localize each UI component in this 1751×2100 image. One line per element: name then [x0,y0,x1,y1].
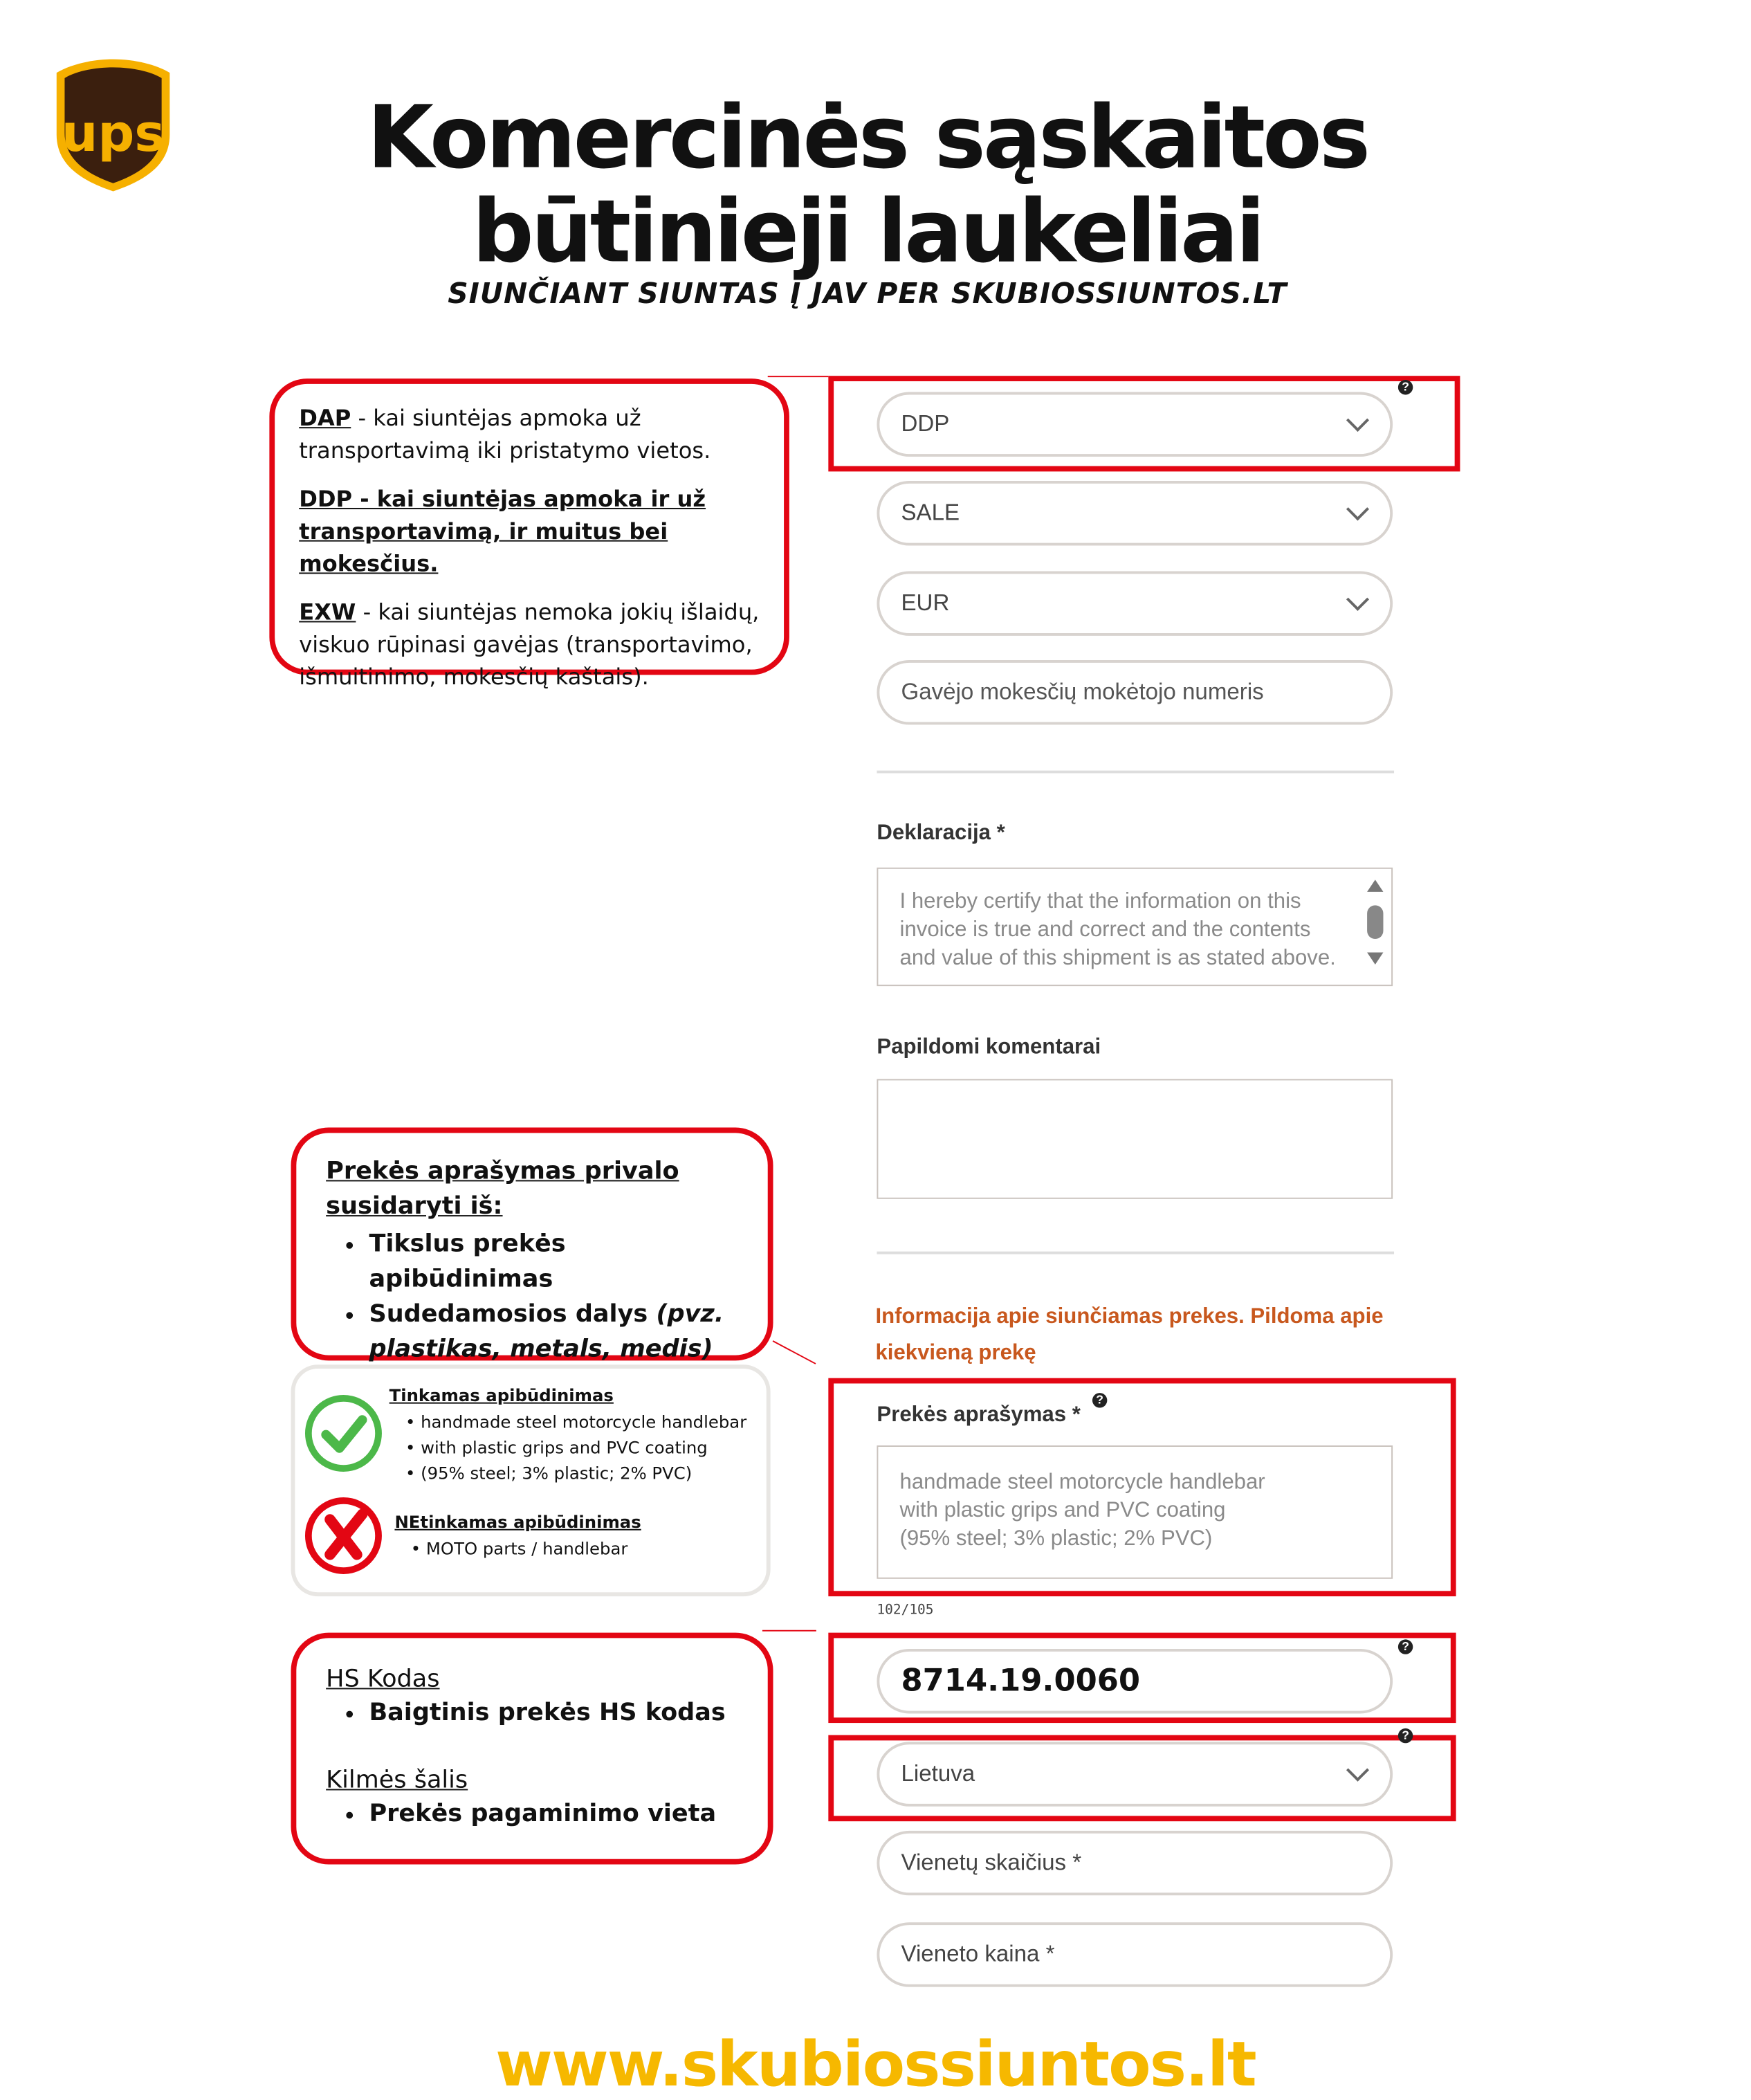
description-heading: Prekės aprašymas privalo susidaryti iš: [326,1157,679,1221]
page-title-line2: būtinieji laukeliai [472,183,1263,283]
chevron-down-icon [1346,497,1369,520]
list-item: • MOTO parts / handlebar [410,1538,628,1559]
description-label: Prekės aprašymas * [877,1403,1081,1427]
connector-line [773,1340,816,1364]
dap-term: DAP [299,405,351,432]
scroll-up-icon [1367,879,1383,892]
hs-callout [291,1633,773,1865]
help-icon[interactable]: ? [1092,1393,1107,1407]
checkmark-icon [303,1393,384,1474]
list-item: • Sudedamosios dalys (pvz. plastikas, metals, medis) [369,1297,737,1367]
origin-heading: Kilmės šalis [326,1766,468,1795]
declaration-textarea[interactable]: I hereby certify that the information on this invoice is true and correct and the contents and value of this shipment is as stated above. [877,868,1393,986]
footer-url[interactable]: www.skubiossiuntos.lt [495,2027,1256,2100]
good-example-list [405,1409,746,1486]
comments-label: Papildomi komentarai [877,1036,1101,1059]
chevron-down-icon [1346,409,1369,432]
comments-textarea[interactable] [877,1079,1393,1198]
currency-select[interactable]: EUR [877,571,1393,635]
incoterms-callout [269,378,789,690]
scroll-down-icon [1367,952,1383,965]
chevron-down-icon [1346,1759,1369,1782]
bad-example-heading: NEtinkamas apibūdinimas [394,1511,641,1532]
unit-price-input[interactable]: Vieneto kaina * [877,1922,1393,1987]
units-input[interactable]: Vienetų skaičius * [877,1831,1393,1895]
exw-term: EXW [299,599,356,626]
divider [877,1252,1394,1254]
char-count: 102/105 [877,1603,934,1618]
incoterm-select[interactable]: DDP [877,392,1393,457]
cross-icon [303,1492,384,1576]
svg-text:ups: ups [61,104,165,164]
help-icon[interactable]: ? [1398,380,1413,394]
scrollbar[interactable] [1366,879,1384,982]
divider [877,771,1394,774]
ddp-text: DDP - kai siuntėjas apmoka ir už transportavimą, ir muitus bei mokesčius. [299,486,706,577]
origin-country-select[interactable]: Lietuva [877,1742,1393,1806]
examples-box [291,1364,771,1596]
hs-heading: HS Kodas [326,1665,440,1694]
declaration-label: Deklaracija * [877,821,1005,845]
list-item: • (95% steel; 3% plastic; 2% PVC) [405,1463,693,1483]
exw-text: - kai siuntėjas nemoka jokių išlaidų, viskuo rūpinasi gavėjas (transportavimo, išmuitinimo, mokesčių kaštais). [299,599,760,690]
list-item: • Prekės pagaminimo vieta [369,1797,737,1832]
connector-line [768,376,829,377]
good-example-heading: Tinkamas apibūdinimas [389,1385,614,1405]
scroll-thumb [1367,905,1383,939]
list-item: • handmade steel motorcycle handlebar [405,1412,747,1432]
help-icon[interactable]: ? [1398,1639,1413,1654]
list-item: • Tikslus prekės apibūdinimas [369,1227,737,1297]
help-icon[interactable]: ? [1398,1728,1413,1743]
tax-id-input[interactable]: Gavėjo mokesčių mokėtojo numeris [877,660,1393,724]
hs-code-input[interactable]: 8714.19.0060 [877,1649,1393,1713]
list-item: • with plastic grips and PVC coating [405,1437,708,1458]
connector-line [762,1630,816,1632]
transaction-type-select[interactable]: SALE [877,481,1393,545]
description-textarea[interactable]: handmade steel motorcycle handlebar with plastic grips and PVC coating (95% steel; 3% plastic; 2% PVC) [877,1445,1393,1579]
items-notice: Informacija apie siunčiamas prekes. Pildoma apie kiekvieną prekę [875,1305,1384,1365]
list-item: • Baigtinis prekės HS kodas [369,1696,737,1731]
dap-text: - kai siuntėjas apmoka už transportavimą iki pristatymo vietos. [299,405,711,464]
chevron-down-icon [1346,588,1369,611]
page-subtitle: SIUNČIANT SIUNTAS Į JAV PER SKUBIOSSIUNTOS.LT [448,277,1287,310]
page-title-line1: Komercinės sąskaitos [367,89,1368,189]
description-callout [291,1128,773,1364]
